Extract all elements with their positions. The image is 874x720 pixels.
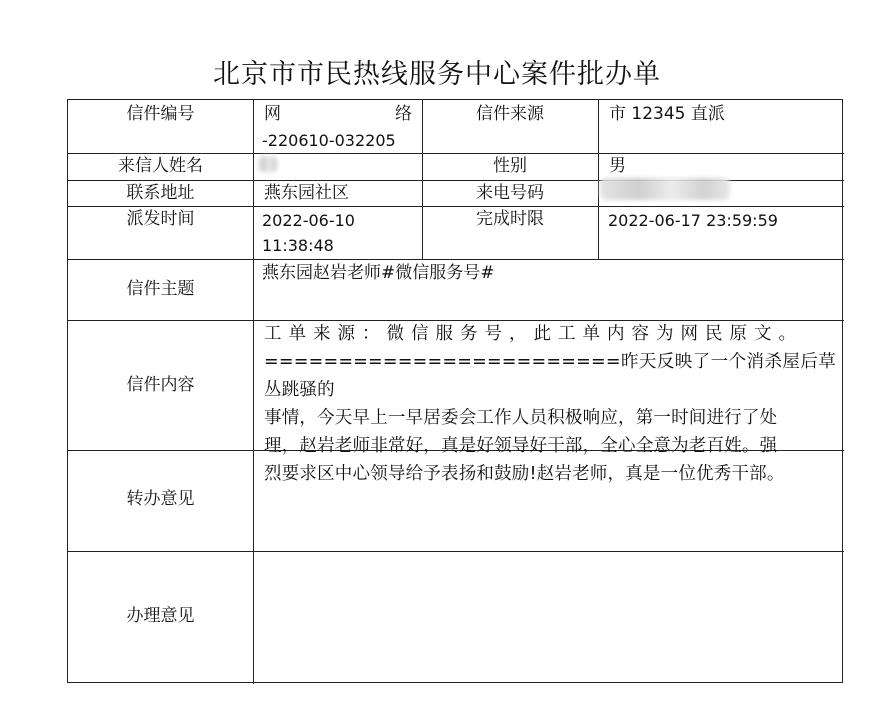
row-divider — [68, 551, 844, 552]
column-divider — [598, 100, 599, 259]
content-line: 事情，今天早上一早居委会工作人员积极响应，第一时间进行了处 — [264, 408, 778, 428]
content-line: 工单来源：微信服务号，此工单内容为网民原文。 — [264, 324, 803, 344]
label-transfer-opinion: 转办意见 — [126, 489, 195, 509]
letter-no-part2: 络 — [395, 104, 412, 124]
form-title: 北京市市民热线服务中心案件批办单 — [213, 59, 661, 90]
label-letter-no: 信件编号 — [126, 104, 195, 124]
redacted-phone — [600, 178, 730, 200]
label-gender: 性别 — [493, 156, 527, 176]
source-value: 市 12345 直派 — [609, 104, 725, 124]
content-line: 烈要求区中心领导给予表扬和鼓励!赵岩老师，真是一位优秀干部。 — [264, 464, 785, 484]
content-line: ========================昨天反映了一个消杀屋后草丛跳骚的 — [264, 352, 836, 400]
label-source: 信件来源 — [476, 104, 544, 124]
label-sender-name: 来信人姓名 — [118, 156, 203, 176]
content-line: 理，赵岩老师非常好，真是好领导好干部，全心全意为老百姓。强 — [264, 436, 778, 456]
dispatch-date: 2022-06-10 — [262, 211, 355, 230]
row-divider — [68, 259, 844, 260]
gender-value: 男 — [609, 156, 626, 176]
redacted-name — [258, 156, 278, 172]
label-phone: 来电号码 — [476, 183, 544, 203]
label-address: 联系地址 — [126, 183, 195, 203]
case-form-table — [67, 99, 843, 683]
subject-value: 燕东园赵岩老师#微信服务号# — [262, 263, 495, 283]
column-divider — [253, 100, 254, 684]
letter-no-part1: 网 — [264, 104, 281, 124]
label-deadline: 完成时限 — [476, 209, 544, 229]
letter-content — [264, 320, 836, 488]
dispatch-clock: 11:38:48 — [262, 236, 334, 255]
label-content: 信件内容 — [126, 375, 195, 395]
label-handling-opinion: 办理意见 — [126, 606, 195, 626]
label-subject: 信件主题 — [126, 279, 195, 299]
letter-no-number: -220610-032205 — [262, 131, 396, 150]
deadline-value: 2022-06-17 23:59:59 — [608, 211, 778, 230]
label-dispatch-time: 派发时间 — [126, 209, 195, 229]
address-value: 燕东园社区 — [264, 183, 349, 203]
